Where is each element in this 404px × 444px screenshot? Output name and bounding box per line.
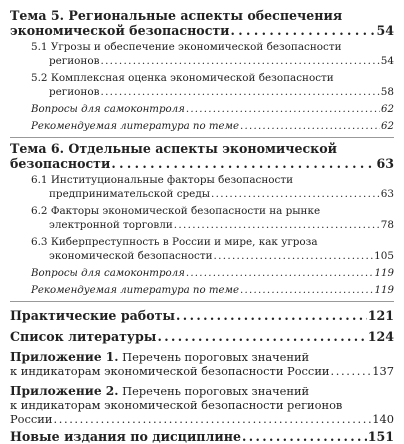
toc-entry-5-1-page: 54 (380, 54, 394, 67)
toc-entry-6-2[interactable] (10, 205, 394, 232)
toc-topic-6-title-line2: безопасности (10, 156, 111, 171)
toc-appendix-1-page: 137 (372, 364, 394, 378)
toc-entry-6-2-page: 78 (380, 218, 394, 231)
section-divider (10, 137, 394, 138)
toc-entry-6-literature-page: 119 (374, 285, 394, 296)
toc-entry-6-3[interactable] (10, 236, 394, 263)
leader-dots (331, 364, 372, 378)
leader-dots (242, 429, 367, 444)
toc-topic-6-page: 63 (376, 156, 394, 171)
toc-entry-5-literature-label: Рекомендуемая литература по теме (31, 121, 240, 132)
toc-topic-5-title-line2: экономической безопасности (10, 23, 230, 38)
toc-entry-5-2[interactable] (10, 72, 394, 99)
leader-dots (214, 250, 374, 264)
leader-dots (157, 329, 366, 344)
toc-entry-6-literature-label: Рекомендуемая литература по теме (31, 285, 240, 296)
leader-dots (231, 23, 376, 38)
toc-appendix-2-page: 140 (372, 412, 394, 426)
toc-entry-5-1-title-line2: регионов (49, 54, 100, 67)
toc-appendix-1-number: Приложение 1. (10, 350, 119, 364)
toc-references[interactable] (10, 329, 394, 344)
toc-entry-5-1-title-line1: 5.1 Угрозы и обеспечение экономической безопасности (31, 41, 342, 53)
toc-appendix-1-title-line1: Перечень пороговых значений (118, 350, 310, 364)
toc-entry-5-questions[interactable] (10, 103, 394, 116)
toc-entry-5-1[interactable] (10, 41, 394, 68)
toc-entry-6-2-title-line2: электронной торговли (49, 218, 173, 231)
leader-dots (174, 219, 380, 233)
toc-practical-works-page: 121 (367, 308, 394, 323)
toc-entry-6-3-title-line1: 6.3 Киберпреступность в России и мире, как угроза (31, 236, 318, 248)
toc-appendix-2-title-line2: к индикаторам экономической безопасности регионов (10, 398, 343, 412)
toc-entry-6-questions[interactable] (10, 267, 394, 280)
toc-entry-5-2-title-line2: регионов (49, 85, 100, 98)
leader-dots (100, 55, 379, 69)
toc-entry-5-literature-page: 62 (381, 121, 394, 132)
toc-appendix-2[interactable] (10, 384, 394, 426)
toc-entry-6-2-title-line1: 6.2 Факторы экономической безопасности на рынке (31, 205, 321, 217)
section-divider (10, 301, 394, 302)
toc-appendix-2-title-line3: России (10, 412, 53, 426)
leader-dots (186, 103, 380, 116)
leader-dots (100, 86, 379, 100)
leader-dots (186, 267, 374, 280)
toc-new-editions-label: Новые издания по дисциплине (10, 429, 241, 444)
toc-topic-5-page: 54 (376, 23, 394, 38)
toc-entry-6-questions-label: Вопросы для самоконтроля (31, 268, 185, 279)
toc-topic-5[interactable] (10, 8, 394, 38)
toc-practical-works-label: Практические работы (10, 308, 176, 323)
toc-entry-5-questions-page: 62 (381, 104, 394, 115)
toc-entry-5-2-title-line1: 5.2 Комплексная оценка экономической безопасности (31, 72, 334, 84)
leader-dots (53, 412, 371, 426)
toc-topic-5-title-line1: Тема 5. Региональные аспекты обеспечения (10, 8, 343, 23)
toc-entry-6-1-page: 63 (380, 187, 394, 200)
toc-topic-6[interactable] (10, 141, 394, 171)
toc-appendix-1-title-line2: к индикаторам экономической безопасности России (10, 364, 330, 378)
toc-new-editions[interactable] (10, 429, 394, 444)
leader-dots (211, 188, 380, 202)
leader-dots (176, 308, 367, 323)
leader-dots (111, 156, 375, 171)
toc-entry-6-1[interactable] (10, 174, 394, 201)
toc-entry-6-questions-page: 119 (374, 268, 394, 279)
toc-entry-6-literature[interactable] (10, 284, 394, 297)
toc-topic-6-title-line1: Тема 6. Отдельные аспекты экономической (10, 141, 338, 156)
toc-entry-5-2-page: 58 (380, 85, 394, 98)
toc-practical-works[interactable] (10, 308, 394, 323)
toc-references-label: Список литературы (10, 329, 157, 344)
toc-entry-5-literature[interactable] (10, 120, 394, 133)
toc-entry-6-1-title-line2: предпринимательской среды (49, 187, 210, 200)
toc-entry-5-questions-label: Вопросы для самоконтроля (31, 104, 185, 115)
toc-appendix-1[interactable] (10, 350, 394, 378)
toc-entry-6-3-title-line2: экономической безопасности (49, 249, 213, 262)
toc-appendix-2-number: Приложение 2. (10, 384, 119, 398)
toc-entry-6-3-page: 105 (374, 249, 394, 262)
leader-dots (240, 284, 374, 297)
leader-dots (240, 120, 380, 133)
toc-references-page: 124 (367, 329, 394, 344)
toc-new-editions-page: 151 (367, 429, 394, 444)
toc-appendix-2-title-line1: Перечень пороговых значений (118, 384, 310, 398)
toc-entry-6-1-title-line1: 6.1 Институциональные факторы безопасности (31, 174, 294, 186)
